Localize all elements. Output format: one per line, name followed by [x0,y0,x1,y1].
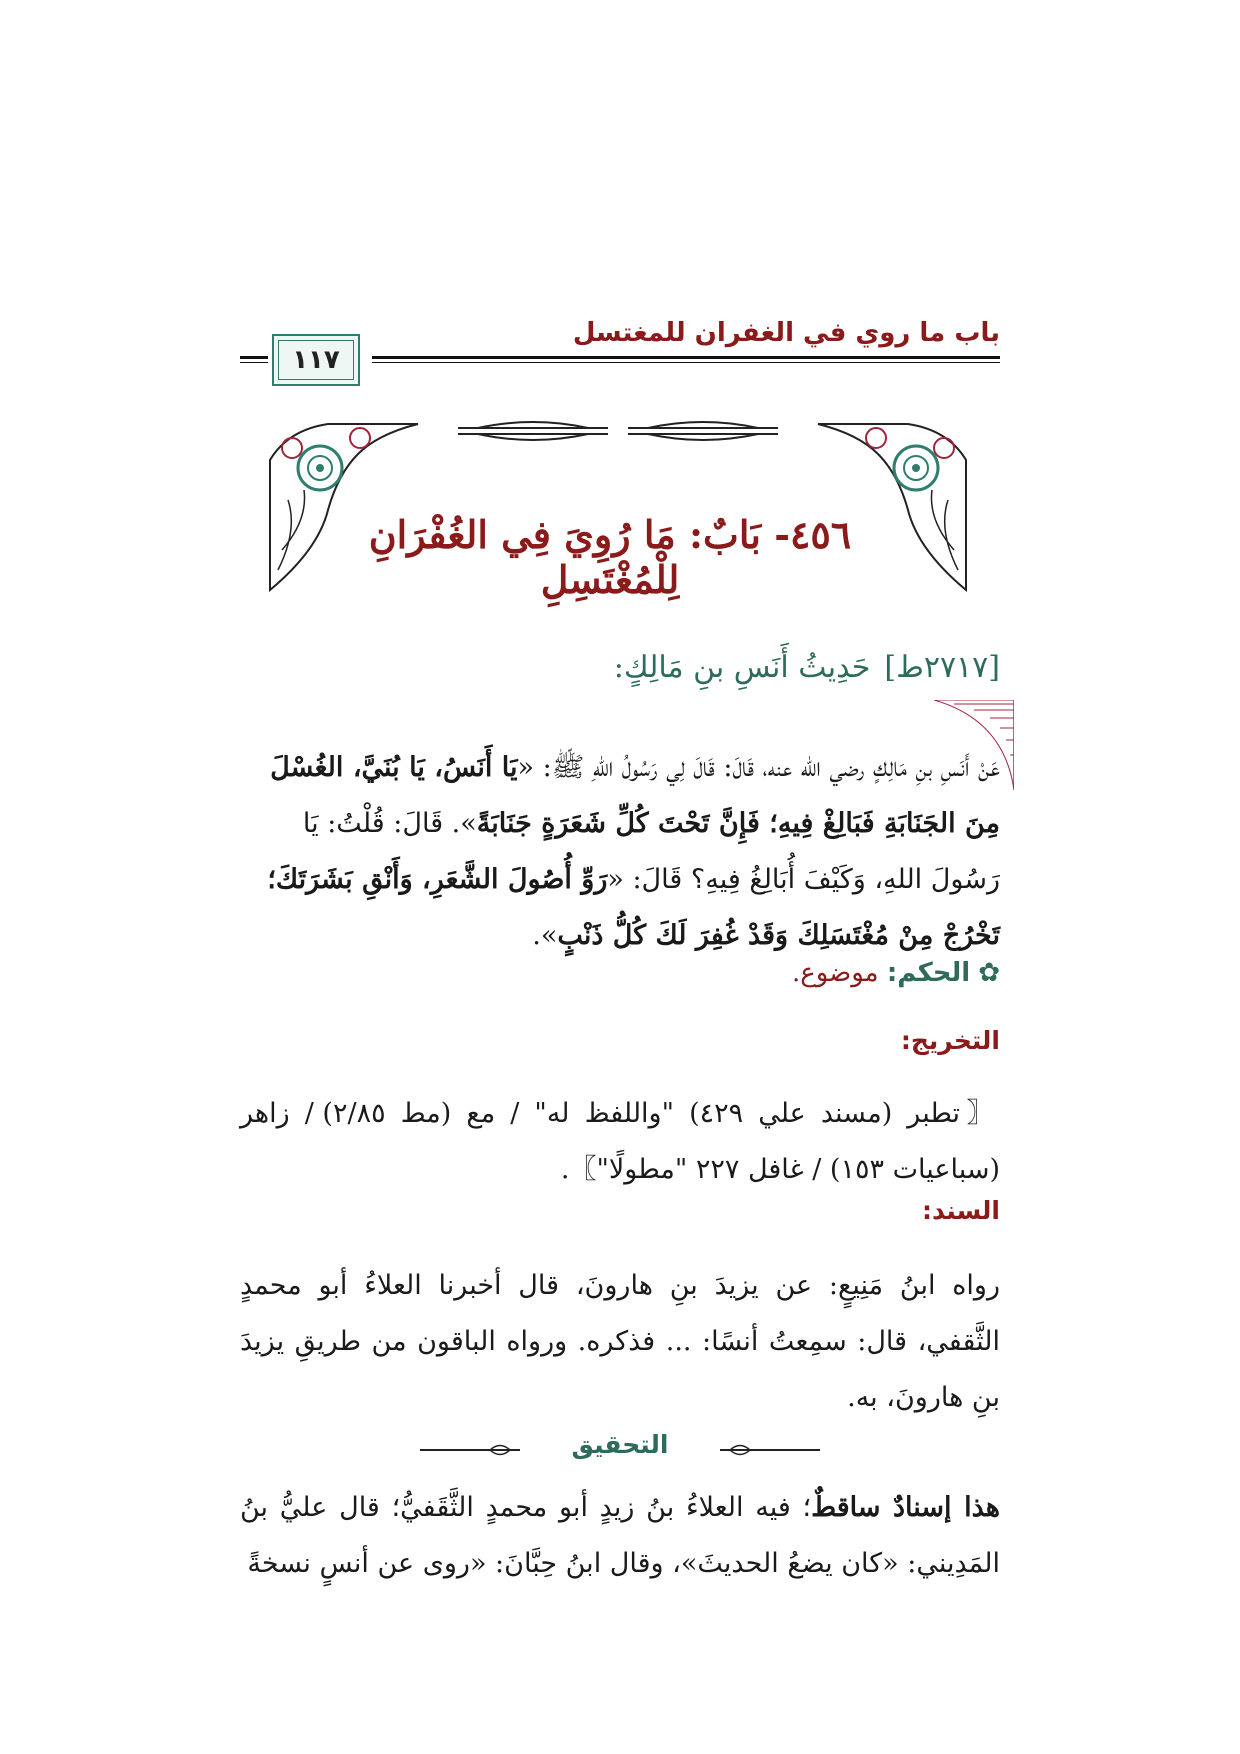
takhrij-label: التخريج: [900,1026,1000,1055]
header-rule-left-thin [240,362,268,363]
tahqiq-body: ؛ فيه العلاءُ بنُ زيدٍ أبو محمدٍ الثَّقَفيُّ؛ قال عليُّ بنُ المَدِيني: «كان يضعُ الحديثَ»، وقال ابنُ حِبَّانَ: «روى عن أنسٍ نسخةً [240,1492,1000,1579]
page-number-frame [272,334,360,386]
running-header-title: باب ما روي في الغفران للمغتسل [572,318,1000,348]
ruling-line [500,958,1000,988]
tahqiq-bold-lead: هذا إسنادٌ ساقطٌ [811,1492,1000,1523]
header-rule-thin [372,362,1000,363]
sanad-text: رواه ابنُ مَنِيعٍ: عن يزيدَ بنِ هارونَ، قال أخبرنا العلاءُ أبو محمدٍ الثَّقفي، قال: سمِعتُ أنسًا: ... فذكره. ورواه الباقون من طريقِ يزيدَ بنِ هارونَ، به. [240,1270,1000,1413]
header-rule-left [240,356,268,359]
takhrij-text: 〖تطبر (مسند علي ٤٢٩) "واللفظ له" / مع (مط ٢/٨٥) / زاهر (سباعيات ١٥٣) / غافل ٢٢٧ "مطولًا"〗. [240,1098,1000,1185]
chapter-title: ٤٥٦- بَابٌ: مَا رُوِيَ فِي الغُفْرَانِ لِلْمُغْتَسِلِ [368,512,852,602]
rosette-icon: ✿ [978,958,1000,988]
page-number: ١١٧ [292,345,340,375]
hadith-text [240,740,1000,964]
hadith-end: ». [532,920,558,951]
hadith-number: [٢٧١٧ط] [884,650,1000,685]
hadith-intro: عَنْ أَنَسِ بنِ مَالِكٍ رضي الله عنه، قَالَ: قَالَ لِي رَسُولُ اللهِ ﷺ: « [517,752,1000,783]
tahqiq-label: التحقيق [520,1430,720,1459]
sanad-label: السند: [921,1196,1000,1225]
hadith-mid: ». قَالَ: قُلْتُ: يَا رَسُولَ اللهِ، وَكَيْفَ أُبَالِغُ فِيهِ؟ قَالَ: « [302,808,1000,895]
page-number-inner-frame [278,340,354,380]
ruling-value: موضوع. [791,958,879,988]
hadith-quote-1: يَا أَنَسُ، يَا بُنَيَّ، الغُسْلَ مِنَ الجَنَابَةِ فَبَالِغْ فِيهِ؛ فَإِنَّ تَحْتَ كُلِّ شَعَرَةٍ جَنَابَةً [270,752,1000,839]
top-cartouche-ornaments [458,422,778,440]
tahqiq-text [240,1480,1000,1592]
hadith-heading [300,650,1000,685]
hadith-narrator: حَدِيثُ أَنَسِ بنِ مَالِكٍ: [613,650,871,685]
header-rule [372,356,1000,359]
hadith-quote-2: رَوِّ أُصُولَ الشَّعَرِ، وَأَنْقِ بَشَرَتَكَ؛ تَخْرُجْ مِنْ مُغْتَسَلِكَ وَقَدْ غُفِرَ لَكَ كُلُّ ذَنْبٍ [267,864,1000,951]
ruling-label: الحكم: [886,958,971,988]
